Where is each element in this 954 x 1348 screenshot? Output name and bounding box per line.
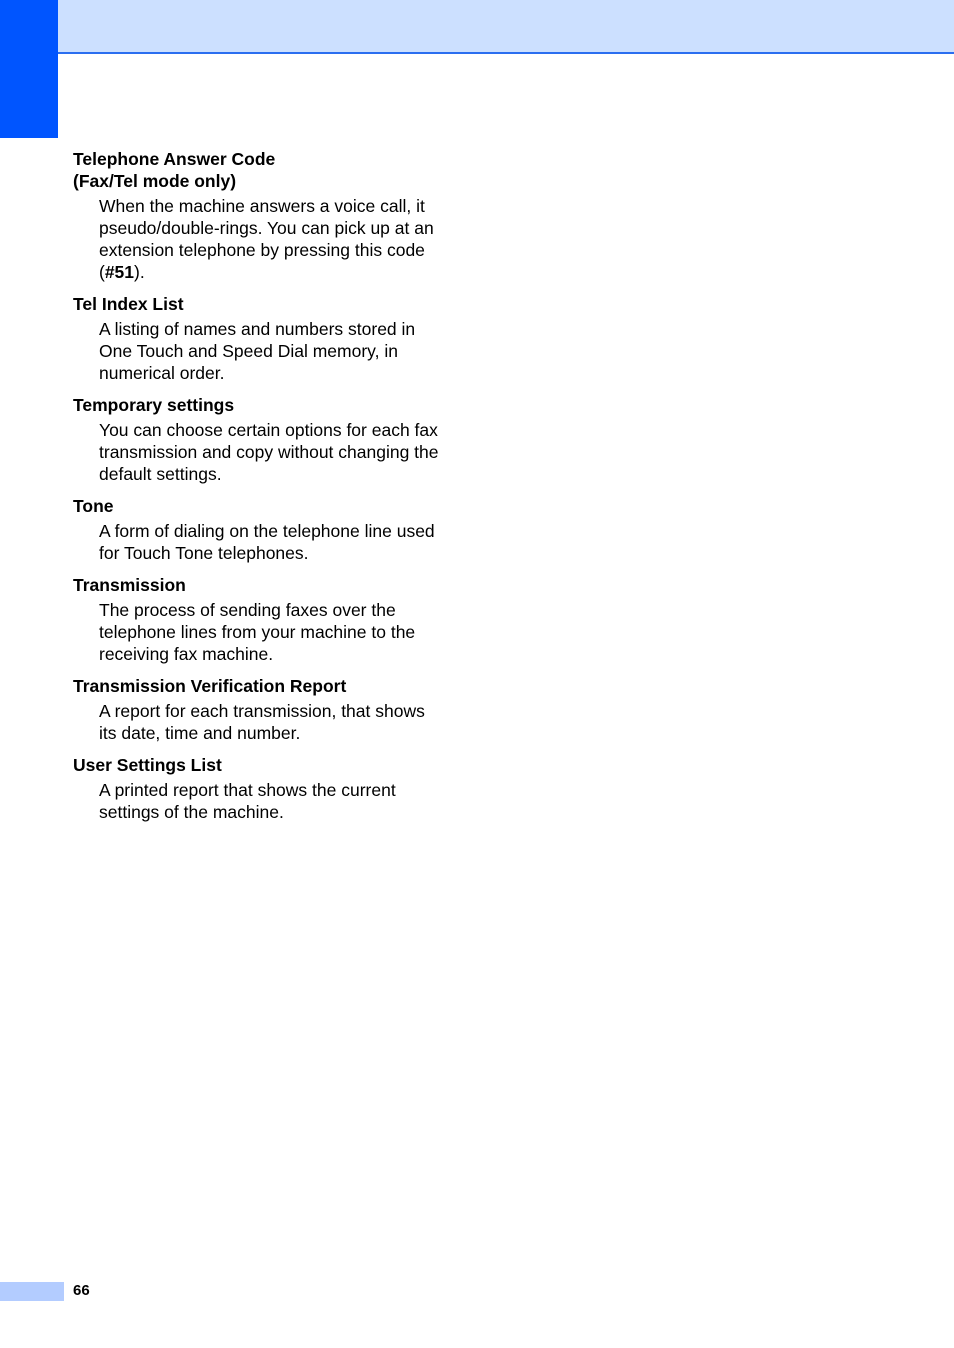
- term-line: Telephone Answer Code: [73, 149, 276, 169]
- glossary-term: [73, 675, 443, 697]
- definition-text-end: ).: [134, 262, 145, 282]
- glossary-definition: A form of dialing on the telephone line used for Touch Tone telephones.: [99, 521, 435, 563]
- glossary-entry-tone: [73, 495, 443, 564]
- glossary-term: [73, 148, 443, 192]
- header-band: [58, 0, 954, 54]
- glossary-entry-transmission: [73, 574, 443, 665]
- glossary-entry-transmission-verification-report: [73, 675, 443, 744]
- glossary-definition: [99, 195, 443, 283]
- term-line: Transmission Verification Report: [73, 676, 347, 696]
- glossary-definition: A printed report that shows the current settings of the machine.: [99, 780, 396, 822]
- page-number: 66: [73, 1282, 90, 1299]
- glossary-entry-temporary-settings: [73, 394, 443, 485]
- term-line: Temporary settings: [73, 395, 235, 415]
- definition-text: When the machine answers a voice call, it pseudo/double-rings. You can pick up at an extension telephone by pressing this code (: [99, 196, 434, 282]
- chapter-side-tab: [0, 0, 58, 138]
- access-code: #51: [104, 262, 135, 282]
- glossary-entry-tel-index-list: [73, 293, 443, 384]
- glossary-term: [73, 754, 443, 776]
- glossary-list: [73, 148, 443, 833]
- term-line: Tone: [73, 496, 114, 516]
- glossary-term: [73, 574, 443, 596]
- glossary-definition: The process of sending faxes over the telephone lines from your machine to the receiving fax machine.: [99, 600, 416, 664]
- glossary-term: [73, 394, 443, 416]
- term-line: Tel Index List: [73, 294, 184, 314]
- glossary-definition: You can choose certain options for each fax transmission and copy without changing the default settings.: [99, 420, 439, 484]
- glossary-entry-user-settings-list: [73, 754, 443, 823]
- glossary-term: [73, 495, 443, 517]
- footer-band: [0, 1282, 64, 1301]
- glossary-definition: A listing of names and numbers stored in One Touch and Speed Dial memory, in numerical order.: [99, 319, 416, 383]
- term-line: User Settings List: [73, 755, 222, 775]
- term-line: (Fax/Tel mode only): [73, 171, 237, 191]
- term-line: Transmission: [73, 575, 186, 595]
- glossary-definition: A report for each transmission, that shows its date, time and number.: [99, 701, 425, 743]
- glossary-term: [73, 293, 443, 315]
- glossary-entry-telephone-answer-code: [73, 148, 443, 283]
